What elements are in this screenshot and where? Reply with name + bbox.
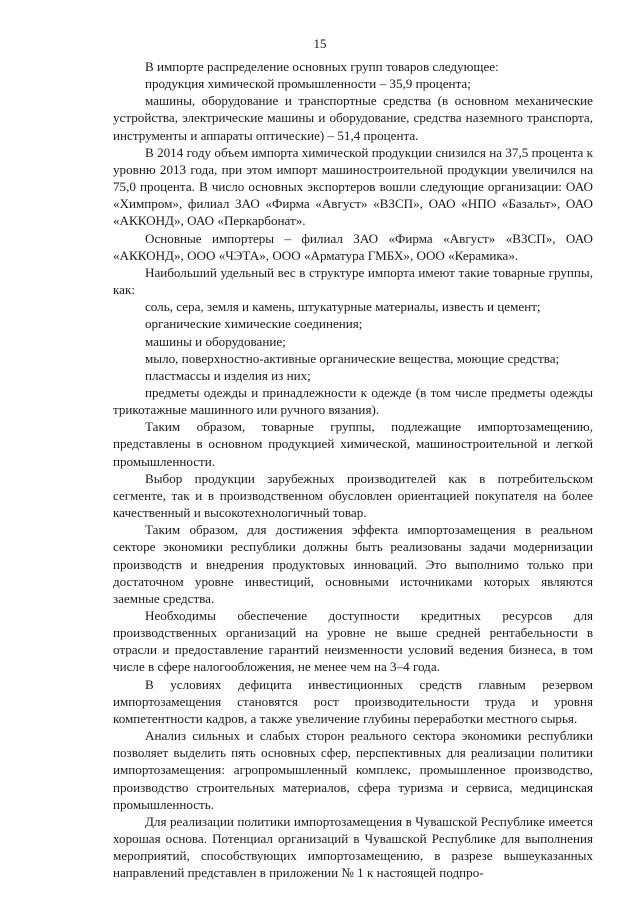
page-number: 15 xyxy=(313,36,327,51)
list-item: соль, сера, земля и камень, штукатурные материалы, известь и цемент; xyxy=(145,299,541,315)
paragraph: В импорте распределение основных групп товаров следующее: xyxy=(145,59,499,74)
document-body xyxy=(113,58,593,882)
paragraph: Необходимы обеспечение доступности кредитных ресурсов для производственных организаций на уровне не выше средней рентабельности в отрасли и предоставление гарантий неизменности условий ведения бизнеса, в том числе в сфере налогообложения, не менее чем на 3–4 года. xyxy=(113,608,593,675)
paragraph: Анализ сильных и слабых сторон реального сектора экономики республики позволяет выделить пять основных сфер, перспективных для реализации политики импортозамещения: агропромышленный комплекс, промышленное производство, производство строительных материалов, сфера туризма и сервиса, медицинская промышленность. xyxy=(113,728,593,812)
paragraph: Таким образом, для достижения эффекта импортозамещения в реальном секторе экономики республики должны быть реализованы задачи модернизации производств и внедрения продуктовых инноваций. Это выполнимо только при достаточном уровне инвестиций, основными источниками которых являются заемные средства. xyxy=(113,522,593,606)
paragraph: Основные импортеры – филиал ЗАО «Фирма «Август» «ВЗСП», ОАО «АККОНД», ООО «ЧЭТА», ООО «Арматура ГМБХ», ООО «Керамика». xyxy=(113,230,593,263)
paragraph: Для реализации политики импортозамещения в Чувашской Республике имеется хорошая основа. Потенциал организаций в Чувашской Республике для выполнения мероприятий, способствующих импортозамещению, в разрезе вышеуказанных направлений представлен в приложении № 1 к настоящей подпро- xyxy=(113,813,593,881)
paragraph: продукция химической промышленности – 35,9 процента; xyxy=(145,76,471,92)
paragraph: машины, оборудование и транспортные средства (в основном механические устройства, электрические машины и оборудование, средства наземного транспорта, инструменты и аппараты оптические) – 51,4 процента. xyxy=(113,93,593,143)
paragraph: Наибольший удельный вес в структуре импорта имеют такие товарные группы, как: xyxy=(113,264,593,298)
list-item: пластмассы и изделия из них; xyxy=(145,367,311,383)
paragraph: Таким образом, товарные группы, подлежащие импортозамещению, представлены в основном продукцией химической, машиностроительной и легкой промышленности. xyxy=(113,419,593,469)
paragraph: В условиях дефицита инвестиционных средств главным резервом импортозамещения становятся рост производительности труда и уровня компетентности кадров, а также увеличение глубины переработки местного сырья. xyxy=(113,676,593,726)
list-item: предметы одежды и принадлежности к одежде (в том числе предметы одежды трикотажные машинного или ручного вязания). xyxy=(113,384,593,418)
list-item: органические химические соединения; xyxy=(145,316,363,332)
list-item: машины и оборудование; xyxy=(145,333,286,349)
list-item: мыло, поверхностно-активные органические вещества, моющие средства; xyxy=(145,350,560,366)
paragraph: В 2014 году объем импорта химической продукции снизился на 37,5 процента к уровню 2013 года, при этом импорт машиностроительной продукции увеличился на 75,0 процента. В число основных экспортеров вошли следующие организации: ОАО «Химпром», филиал ЗАО «Фирма «Август» «ВЗСП», ОАО «НПО «Базальт», ОАО «АККОНД», ОАО «Перкарбонат». xyxy=(113,144,593,229)
paragraph: Выбор продукции зарубежных производителей как в потребительском сегменте, так и в производственном обусловлен ориентацией покупателя на более качественный и высокотехнологичный товар. xyxy=(113,470,593,521)
